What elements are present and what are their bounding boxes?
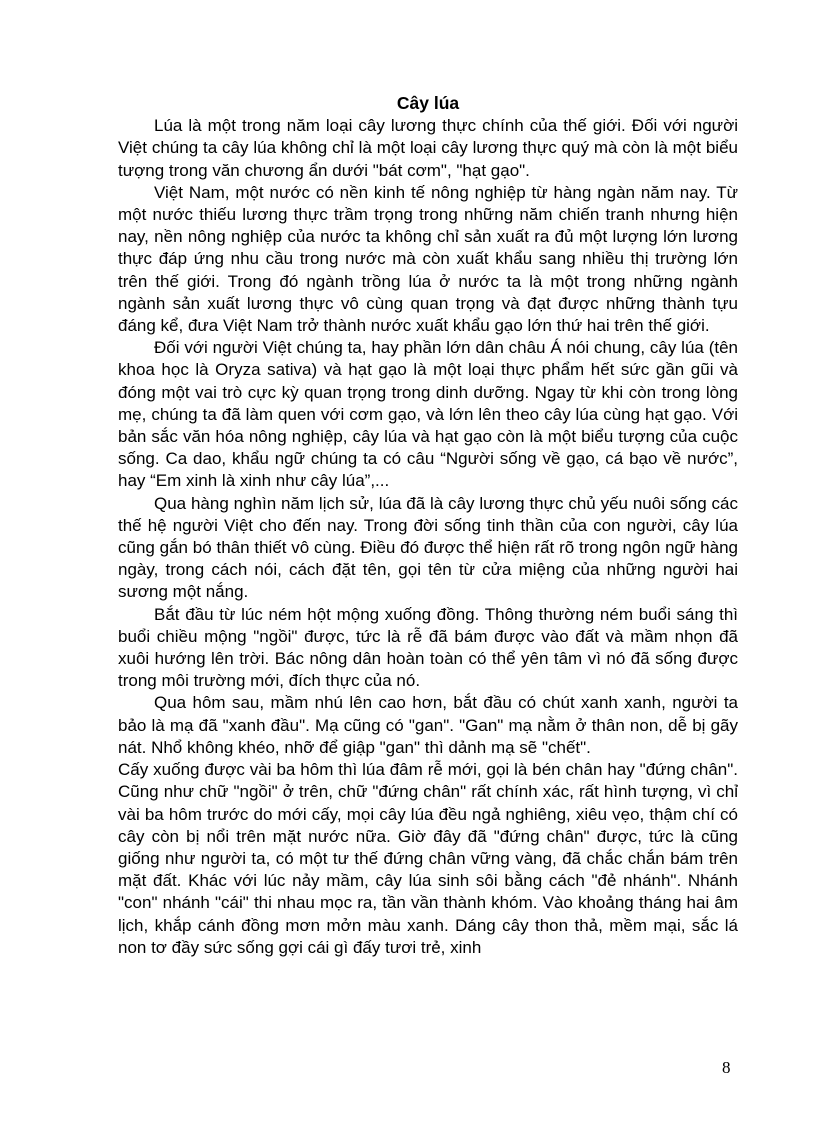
page-title: Cây lúa bbox=[396, 93, 460, 113]
document-page bbox=[118, 92, 738, 959]
paragraph-vietnam-agriculture: Việt Nam, một nước có nền kinh tế nông nghiệp từ hàng ngàn năm nay. Từ một nước thiếu lương thực trầm trọng trong những năm chiến tranh nhưng hiện nay, nền nông nghiệp của nước ta không chỉ sản xuất ra đủ một lượng lớn lương thực đáp ứng nhu cầu trong nước mà còn xuất khẩu sang nhiều thị trường lớn trên thế giới. Trong đó ngành trồng lúa ở nước ta là một trong những ngành ngành sản xuất lương thực vô cùng quan trọng và đạt được những thành tựu đáng kể, đưa Việt Nam trở thành nước xuất khẩu gạo lớn thứ hai trên thế giới. bbox=[118, 182, 738, 336]
paragraph-history: Qua hàng nghìn năm lịch sử, lúa đã là cây lương thực chủ yếu nuôi sống các thế hệ người Việt cho đến nay. Trong đời sống tinh thần của con người, cây lúa cũng gắn bó thân thiết vô cùng. Điều đó được thể hiện rất rõ trong ngôn ngữ hàng ngày, trong cách nói, cách đặt tên, gọi tên từ cửa miệng của những người hai sương một nắng. bbox=[118, 493, 738, 602]
paragraph-rice-in-daily-life: Đối với người Việt chúng ta, hay phần lớn dân châu Á nói chung, cây lúa (tên khoa học là Oryza sativa) và hạt gạo là một loại thực phẩm hết sức gần gũi và đóng một vai trò cực kỳ quan trọng trong dinh dưỡng. Ngay từ khi còn trong lòng mẹ, chúng ta đã làm quen với cơm gạo, và lớn lên theo cây lúa cùng hạt gạo. Với bản sắc văn hóa nông nghiệp, cây lúa và hạt gạo còn là một biểu tượng của cuộc sống. Ca dao, khẩu ngữ chúng ta có câu “Người sống về gạo, cá bạo về nước”, hay “Em xinh là xinh như cây lúa”,... bbox=[118, 338, 738, 491]
page-number: 8 bbox=[722, 1058, 731, 1077]
paragraph-transplanting: Cấy xuống được vài ba hôm thì lúa đâm rễ mới, gọi là bén chân hay "đứng chân". Cũng như chữ "ngồi" ở trên, chữ "đứng chân" rất chính xác, rất hình tượng, vì chỉ vài ba hôm trước do mới cấy, mọi cây lúa đều ngả nghiêng, xiêu vẹo, thậm chí có cây còn bị nổi trên mặt nước nữa. Giờ đây đã "đứng chân" được, tức là cũng giống như người ta, có một tư thế đứng chân vững vàng, đã chắc chắn bám trên mặt đất. Khác với lúc nảy mầm, cây lúa sinh sôi bằng cách "đẻ nhánh". Nhánh "con" nhánh "cái" thi nhau mọc ra, tần vần thành khóm. Vào khoảng tháng hai âm lịch, khắp cánh đồng mơn mởn màu xanh. Dáng cây thon thả, mềm mại, sắc lá non tơ đầy sức sống gợi cái gì đấy tươi trẻ, xinh bbox=[118, 760, 738, 957]
paragraph-sowing: Bắt đầu từ lúc ném hột mộng xuống đồng. Thông thường ném buổi sáng thì buổi chiều mộng "ngồi" được, tức là rễ đã bám được vào đất và mầm nhọn đã xuôi hướng lên trời. Bác nông dân hoàn toàn có thể yên tâm vì nó đã sống được trong môi trường mới, đích thực của nó. bbox=[118, 604, 738, 691]
paragraph-intro: Lúa là một trong năm loại cây lương thực chính của thế giới. Đối với người Việt chúng ta cây lúa không chỉ là một loại cây lương thực quý mà còn là một biểu tượng trong văn chương ẩn dưới "bát cơm", "hạt gạo". bbox=[118, 116, 738, 180]
paragraph-seedling: Qua hôm sau, mầm nhú lên cao hơn, bắt đầu có chút xanh xanh, người ta bảo là mạ đã "xanh đầu". Mạ cũng có "gan". "Gan" mạ nằm ở thân non, dễ bị gãy nát. Nhổ không khéo, nhỡ để giập "gan" thì dảnh mạ sẽ "chết". bbox=[118, 693, 738, 757]
